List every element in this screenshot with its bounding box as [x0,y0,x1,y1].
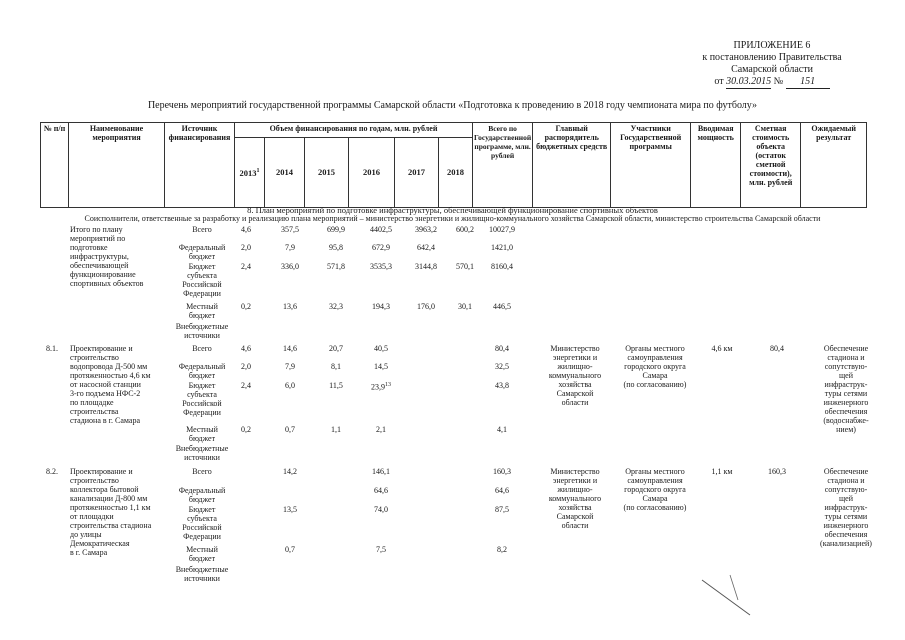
total_block-source-line: Федерации [183,289,221,298]
total_block-source-line: источники [184,331,220,340]
total_block-value-total: 8160,4 [491,262,513,271]
item1-value-y2015: 8,1 [331,362,341,371]
item2-result-line: обеспечения [824,530,868,539]
footnote-ref: 13 [385,382,391,388]
col-2015: 2015 [305,137,349,208]
item2-value-total: 87,5 [495,505,509,514]
total_block-name-line: спортивных объектов [70,279,144,288]
total_block-value-y2015: 699,9 [327,225,345,234]
item1-name-line: строительство [70,353,119,362]
total_block-name-line: обеспечивающей [70,261,129,270]
item2-value-y2016: 64,6 [374,486,388,495]
item1-manager-line: жилищно- [557,362,593,371]
item1-result-line: обеспечения [824,407,868,416]
item1-source-line: источники [184,453,220,462]
item2-source-line: Внебюджетные [175,565,229,574]
item1-result-line: туры сетями [824,389,868,398]
col-num: № п/п [41,123,69,208]
item2-result-line: щей [839,494,853,503]
item1-result-line: сопутствую- [824,362,868,371]
item1-source-line: Бюджет [188,381,216,390]
total_block-value-y2017: 3144,8 [415,262,437,271]
item1-result-line: (водоснабже- [823,416,869,425]
item2-number: 8.2. [46,467,58,476]
item1-estimate: 80,4 [770,344,784,353]
total_block-value-y2016: 4402,5 [370,225,392,234]
total_block-source-line: Местный [186,302,218,311]
item1-name-line: Проектирование и [70,344,133,353]
item1-value-y2013: 0,2 [241,425,251,434]
appendix-line1: к постановлению Правительства [702,52,842,63]
item2-source-line: бюджет [188,554,216,563]
item1-source-line: Российской [182,399,222,408]
table-header [40,122,867,208]
item1-name-line: 3-го подъема НФС-2 [70,389,141,398]
item1-manager-line: хозяйства [558,380,592,389]
item1-manager-line: Самарской [556,389,594,398]
item1-value-total: 43,8 [495,381,509,390]
item2-manager-line: Самарской [556,512,594,521]
item1-value-total: 80,4 [495,344,509,353]
item1-source-line: бюджет [188,371,216,380]
appendix-date: 30.03.2015 [726,76,772,87]
item1-result-line: Обеспечение [823,344,869,353]
item2-result-line: стадиона и [827,476,865,485]
item2-participant-line: самоуправления [627,476,683,485]
item1-name-line: стадиона в г. Самара [70,416,141,425]
col-2016: 2016 [349,137,395,208]
item2-name-line: Проектирование и [70,467,133,476]
item1-value-y2015: 1,1 [331,425,341,434]
section-coexecutors: Соисполнители, ответственные за разработку и реализацию плана мероприятий – министерство энергетики и жилищно-коммунального хозяйства Самарской области, министерство строительства Самарской области [84,214,821,223]
item2-source-line: субъекта [187,514,217,523]
total_block-value-y2016: 3535,3 [370,262,392,271]
item1-manager-line: энергетики и [552,353,598,362]
total_block-source-line: Федеральный [178,243,226,252]
item2-source-line: Российской [182,523,222,532]
total_block-value-y2016: 194,3 [372,302,390,311]
item2-participant-line: Самара [642,494,668,503]
item2-manager-line: жилищно- [557,485,593,494]
total_block-source-line: субъекта [187,271,217,280]
item1-value-y2016: 14,5 [374,362,388,371]
item2-name-line: коллектора бытовой [70,485,139,494]
total_block-value-y2018: 600,2 [456,225,474,234]
item2-capacity: 1,1 км [711,467,733,476]
item2-manager-line: энергетики и [552,476,598,485]
total_block-name-line: мероприятий по [70,234,126,243]
total_block-source-line: Внебюджетные [175,322,229,331]
item1-manager-line: Министерство [550,344,600,353]
item2-source-line: Бюджет [188,505,216,514]
total_block-value-y2014: 336,0 [281,262,299,271]
item2-result-line: инженерного [823,521,869,530]
total_block-value-y2015: 571,8 [327,262,345,271]
col-capacity: Вводимая мощность [691,123,741,208]
total_block-value-y2013: 4,6 [241,225,251,234]
item1-source-line: Федеральный [178,362,226,371]
item2-value-y2014: 13,5 [283,505,297,514]
item2-estimate: 160,3 [768,467,786,476]
item2-manager-line: хозяйства [558,503,592,512]
total_block-value-y2017: 176,0 [417,302,435,311]
item1-value-y2013: 2,0 [241,362,251,371]
item1-name-line: строительства [70,407,119,416]
col-2018: 2018 [439,137,473,208]
item2-result-line: Обеспечение [823,467,869,476]
total_block-source-line: Российской [182,280,222,289]
col-2014: 2014 [265,137,305,208]
total_block-value-y2016: 672,9 [372,243,390,252]
total_block-value-y2014: 357,5 [281,225,299,234]
item2-manager-line: области [561,521,589,530]
col-2013: 2013$^1$ [235,137,265,208]
item1-value-y2016: 23,9$^{13}$ [371,382,391,392]
total_block-value-y2013: 2,0 [241,243,251,252]
item1-source-line: Федерации [183,408,221,417]
item1-value-y2014: 0,7 [285,425,295,434]
item2-value-total: 160,3 [493,467,511,476]
col-volume: Объем финансирования по годам, млн. рублей [235,123,473,138]
total_block-value-y2015: 95,8 [329,243,343,252]
col-estimate: Сметная стоимость объекта (остаток сметной стоимости), млн. рублей [741,123,801,208]
pen-mark [690,570,770,625]
item2-value-y2014: 14,2 [283,467,297,476]
item1-result-line: инфраструк- [824,380,868,389]
item2-value-y2016: 74,0 [374,505,388,514]
col-participants: Участники Государственной программы [611,123,691,208]
item1-participant-line: Органы местного [625,344,685,353]
item1-value-y2013: 4,6 [241,344,251,353]
document-title: Перечень мероприятий государственной программы Самарской области «Подготовка к проведению в 2018 году чемпионата мира по футболу» [147,100,758,111]
total_block-value-y2014: 7,9 [285,243,295,252]
item1-source-line: Всего [192,344,212,353]
total_block-name-line: инфраструктуры, [70,252,129,261]
item2-source-line: источники [184,574,220,583]
item1-value-y2013: 2,4 [241,381,251,390]
appendix-date-line [672,76,872,89]
item2-name-line: Демократическая [70,539,130,548]
item2-name-line: канализации Д-800 мм [70,494,148,503]
item1-source-line: субъекта [187,390,217,399]
item2-participant-line: (по согласованию) [623,503,687,512]
col-source: Источник финансирования [165,123,235,208]
item1-value-y2015: 11,5 [329,381,343,390]
total_block-value-y2017: 3963,2 [415,225,437,234]
total_block-value-total: 446,5 [493,302,511,311]
item2-result-line: (канализацией) [820,539,872,548]
date-prefix: от [714,76,724,87]
item1-value-y2015: 20,7 [329,344,343,353]
appendix-number: 151 [786,76,830,89]
item2-source-line: Местный [186,545,218,554]
total_block-name-line: подготовке [70,243,108,252]
item1-name-line: от насосной станции [70,380,141,389]
item1-value-y2014: 14,6 [283,344,297,353]
total_block-value-y2017: 642,4 [417,243,435,252]
total_block-value-y2013: 0,2 [241,302,251,311]
total_block-value-total: 1421,0 [491,243,513,252]
item2-result-line: инфраструк- [824,503,868,512]
col-name: Наименование мероприятия [69,123,165,208]
item2-manager-line: Министерство [550,467,600,476]
item2-name-line: строительство [70,476,119,485]
item1-participant-line: Самара [642,371,668,380]
item2-value-y2016: 7,5 [376,545,386,554]
item1-result-line: инженерного [823,398,869,407]
item2-result-line: туры сетями [824,512,868,521]
item2-participant-line: Органы местного [625,467,685,476]
appendix-line2: Самарской области [731,64,813,75]
appendix-title: ПРИЛОЖЕНИЕ 6 [733,40,811,51]
total_block-source-line: Бюджет [188,262,216,271]
total_block-name-line: функционирование [70,270,136,279]
item1-name-line: по площадке [70,398,114,407]
item2-name-line: в г. Самара [70,548,108,557]
item1-source-line: Местный [186,425,218,434]
item2-participant-line: городского округа [624,485,686,494]
item1-source-line: Внебюджетные [175,444,229,453]
item1-value-y2016: 2,1 [376,425,386,434]
item1-name-line: водопровода Д-500 мм [70,362,148,371]
item1-result-line: стадиона и [827,353,865,362]
total_block-value-y2014: 13,6 [283,302,297,311]
item2-source-line: бюджет [188,495,216,504]
item2-name-line: строительства стадиона [70,521,152,530]
number-prefix: № [773,76,784,87]
col-result: Ожидаемый результат [801,123,867,208]
item2-value-y2016: 146,1 [372,467,390,476]
item2-manager-line: коммунального [548,494,602,503]
item1-value-total: 32,5 [495,362,509,371]
item1-capacity: 4,6 км [711,344,733,353]
item2-source-line: Всего [192,467,212,476]
total_block-name-line: Итого по плану [70,225,123,234]
total_block-source-line: бюджет [188,311,216,320]
item1-name-line: протяженностью 4,6 км [70,371,151,380]
total_block-source-line: бюджет [188,252,216,261]
col-manager: Главный распорядитель бюджетных средств [533,123,611,208]
item1-manager-line: коммунального [548,371,602,380]
footnote-1: 1 [256,167,260,174]
col-2017: 2017 [395,137,439,208]
item2-value-total: 64,6 [495,486,509,495]
item2-value-total: 8,2 [497,545,507,554]
item2-result-line: сопутствую- [824,485,868,494]
item1-value-total: 4,1 [497,425,507,434]
item1-participant-line: городского округа [624,362,686,371]
total_block-source-line: Всего [192,225,212,234]
item1-participant-line: самоуправления [627,353,683,362]
total_block-value-y2018: 570,1 [456,262,474,271]
item1-participant-line: (по согласованию) [623,380,687,389]
item2-name-line: до улицы [70,530,102,539]
total_block-value-y2018: 30,1 [458,302,472,311]
item1-result-line: щей [839,371,853,380]
item1-source-line: бюджет [188,434,216,443]
item1-manager-line: области [561,398,589,407]
item2-name-line: от площадки [70,512,114,521]
total_block-value-y2015: 32,3 [329,302,343,311]
item2-source-line: Федерации [183,532,221,541]
section-title: 8. План мероприятий по подготовке инфраструктуры, обеспечивающей функционирование спортивных объектов [247,205,658,215]
item1-number: 8.1. [46,344,58,353]
total_block-value-y2013: 2,4 [241,262,251,271]
item1-value-y2014: 6,0 [285,381,295,390]
item1-value-y2016: 40,5 [374,344,388,353]
appendix-block [672,40,872,89]
item2-source-line: Федеральный [178,486,226,495]
item2-name-line: протяженностью 1,1 км [70,503,151,512]
col-total: Всего по Государственной программе, млн. рублей [473,123,533,208]
item2-value-y2014: 0,7 [285,545,295,554]
item1-value-y2014: 7,9 [285,362,295,371]
total_block-value-total: 10027,9 [489,225,515,234]
item1-result-line: нием) [836,425,856,434]
